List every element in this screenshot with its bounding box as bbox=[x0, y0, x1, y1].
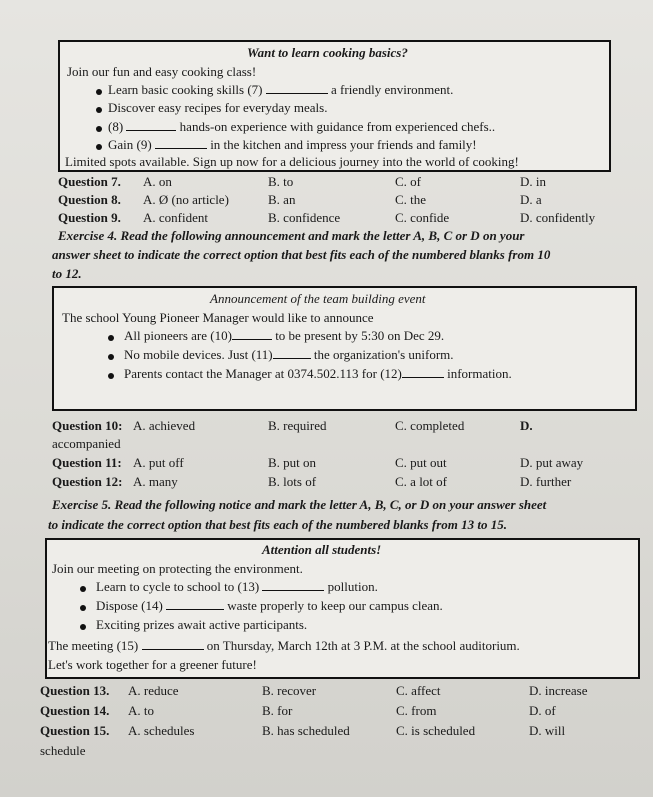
q10-option-d-continued: accompanied bbox=[52, 436, 121, 451]
box2-title: Announcement of the team building event bbox=[210, 291, 426, 306]
box3-bullet-13: Learn to cycle to school to (13) pollution. bbox=[96, 579, 378, 594]
blank-15[interactable] bbox=[142, 638, 204, 650]
q8-option-a[interactable]: A. Ø (no article) bbox=[143, 192, 229, 207]
box1-bullet-9: Gain (9) in the kitchen and impress your friends and family! bbox=[108, 137, 477, 152]
q15-label: Question 15. bbox=[40, 723, 110, 738]
q10-option-c[interactable]: C. completed bbox=[395, 418, 465, 433]
q8-option-c[interactable]: C. the bbox=[395, 192, 427, 207]
box2-bullet-10: All pioneers are (10) to be present by 5:30 on Dec 29. bbox=[124, 328, 445, 343]
box3-meeting-line: The meeting (15) on Thursday, March 12th at 3 P.M. at the school auditorium. bbox=[48, 638, 520, 653]
q7-label: Question 7. bbox=[58, 174, 121, 189]
q11-option-b[interactable]: B. put on bbox=[268, 455, 317, 470]
q14-option-c[interactable]: C. from bbox=[396, 703, 437, 718]
q14-option-b[interactable]: B. for bbox=[262, 703, 293, 718]
q12-option-d[interactable]: D. further bbox=[520, 474, 572, 489]
blank-14[interactable] bbox=[166, 598, 224, 610]
blank-11[interactable] bbox=[273, 347, 311, 359]
box3-title: Attention all students! bbox=[262, 542, 382, 557]
q11-option-d[interactable]: D. put away bbox=[520, 455, 584, 470]
box3-intro: Join our meeting on protecting the environment. bbox=[52, 561, 303, 576]
q9-label: Question 9. bbox=[58, 210, 121, 225]
bullet bbox=[80, 605, 86, 611]
q10-label: Question 10: bbox=[52, 418, 123, 433]
q14-option-d[interactable]: D. of bbox=[529, 703, 556, 718]
bullet bbox=[80, 586, 86, 592]
q8-option-b[interactable]: B. an bbox=[268, 192, 296, 207]
box1-title: Want to learn cooking basics? bbox=[247, 45, 408, 60]
q10-option-d[interactable]: D. bbox=[520, 418, 533, 433]
q12-option-a[interactable]: A. many bbox=[133, 474, 178, 489]
q9-option-d[interactable]: D. confidently bbox=[520, 210, 596, 225]
q12-option-c[interactable]: C. a lot of bbox=[395, 474, 447, 489]
box3-bullet-3: Exciting prizes await active participants. bbox=[96, 617, 308, 632]
box2-bullet-12: Parents contact the Manager at 0374.502.113 for (12) information. bbox=[124, 366, 512, 381]
q9-option-b[interactable]: B. confidence bbox=[268, 210, 341, 225]
bullet bbox=[108, 354, 114, 360]
q9-option-a[interactable]: A. confident bbox=[143, 210, 208, 225]
q11-option-a[interactable]: A. put off bbox=[133, 455, 184, 470]
q15-option-d[interactable]: D. will bbox=[529, 723, 566, 738]
q10-option-b[interactable]: B. required bbox=[268, 418, 327, 433]
exercise-4-line-3: to 12. bbox=[52, 266, 82, 281]
q13-option-c[interactable]: C. affect bbox=[396, 683, 441, 698]
box3-closing: Let's work together for a greener future! bbox=[48, 657, 257, 672]
bullet bbox=[96, 107, 102, 113]
q8-option-d[interactable]: D. a bbox=[520, 192, 542, 207]
q15-option-d-continued: schedule bbox=[40, 743, 86, 758]
q7-option-d[interactable]: D. in bbox=[520, 174, 546, 189]
q14-label: Question 14. bbox=[40, 703, 110, 718]
q7-option-c[interactable]: C. of bbox=[395, 174, 421, 189]
blank-12[interactable] bbox=[402, 366, 444, 378]
box1-intro: Join our fun and easy cooking class! bbox=[67, 64, 257, 79]
bullet bbox=[96, 89, 102, 95]
box3-bullet-14: Dispose (14) waste properly to keep our campus clean. bbox=[96, 598, 443, 613]
blank-9[interactable] bbox=[155, 137, 207, 149]
q8-label: Question 8. bbox=[58, 192, 121, 207]
q13-option-d[interactable]: D. increase bbox=[529, 683, 588, 698]
q15-option-b[interactable]: B. has scheduled bbox=[262, 723, 350, 738]
box2-bullet-11: No mobile devices. Just (11) the organization's uniform. bbox=[124, 347, 454, 362]
q9-option-c[interactable]: C. confide bbox=[395, 210, 450, 225]
q13-option-a[interactable]: A. reduce bbox=[128, 683, 179, 698]
q12-option-b[interactable]: B. lots of bbox=[268, 474, 317, 489]
box1-bullet-2: Discover easy recipes for everyday meals. bbox=[108, 100, 328, 115]
q12-label: Question 12: bbox=[52, 474, 123, 489]
q11-option-c[interactable]: C. put out bbox=[395, 455, 447, 470]
q11-label: Question 11: bbox=[52, 455, 122, 470]
q7-option-a[interactable]: A. on bbox=[143, 174, 172, 189]
q13-option-b[interactable]: B. recover bbox=[262, 683, 317, 698]
bullet bbox=[108, 373, 114, 379]
exercise-4-line-2: answer sheet to indicate the correct option that best fits each of the numbered blanks from 10 bbox=[52, 247, 551, 262]
q7-option-b[interactable]: B. to bbox=[268, 174, 294, 189]
blank-7[interactable] bbox=[266, 82, 328, 94]
q15-option-c[interactable]: C. is scheduled bbox=[396, 723, 476, 738]
q14-option-a[interactable]: A. to bbox=[128, 703, 154, 718]
exercise-4-line-1: Exercise 4. Read the following announcement and mark the letter A, B, C or D on your bbox=[58, 228, 525, 243]
bullet bbox=[80, 624, 86, 630]
exercise-5-line-2: to indicate the correct option that best fits each of the numbered blanks from 13 to 15. bbox=[48, 517, 507, 532]
blank-10[interactable] bbox=[232, 328, 272, 340]
box2-intro: The school Young Pioneer Manager would like to announce bbox=[62, 310, 374, 325]
bullet bbox=[96, 144, 102, 150]
blank-8[interactable] bbox=[126, 119, 176, 131]
box1-bullet-8: (8) hands-on experience with guidance from experienced chefs.. bbox=[108, 119, 496, 134]
q10-option-a[interactable]: A. achieved bbox=[133, 418, 196, 433]
exercise-5-line-1: Exercise 5. Read the following notice and mark the letter A, B, C, or D on your answer sheet bbox=[52, 497, 547, 512]
blank-13[interactable] bbox=[262, 579, 324, 591]
bullet bbox=[96, 126, 102, 132]
box1-bullet-7: Learn basic cooking skills (7) a friendly environment. bbox=[108, 82, 454, 97]
q13-label: Question 13. bbox=[40, 683, 110, 698]
box1-closing: Limited spots available. Sign up now for a delicious journey into the world of cooking! bbox=[65, 154, 519, 169]
q15-option-a[interactable]: A. schedules bbox=[128, 723, 195, 738]
bullet bbox=[108, 335, 114, 341]
